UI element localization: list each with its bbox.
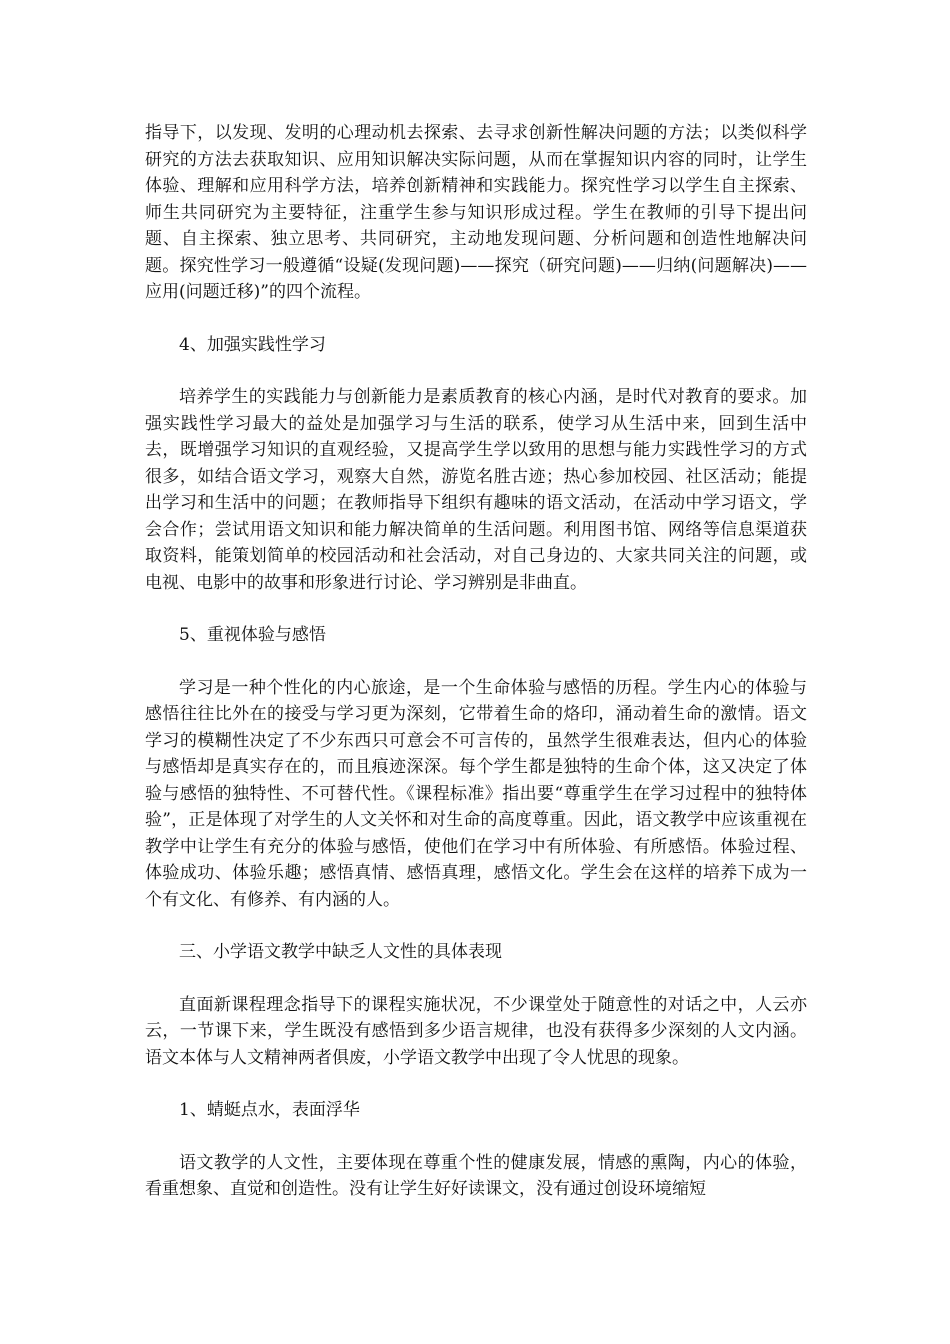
paragraph-section-three: 直面新课程理念指导下的课程实施状况，不少课堂处于随意性的对话之中，人云亦云，一节课下来，学生既没有感悟到多少语言规律，也没有获得多少深刻的人文内涵。语文本体与人文精神两者俱废，小学语文教学中出现了令人忧思的现象。: [145, 994, 807, 1068]
heading-section-three: 三、小学语文教学中缺乏人文性的具体表现: [179, 942, 502, 962]
heading-superficial: 1、蜻蜓点水，表面浮华: [179, 1100, 360, 1120]
paragraph-gap: [145, 649, 807, 675]
document-page: [145, 120, 807, 1203]
heading-experience-insight: 5、重视体验与感悟: [179, 625, 326, 645]
paragraph-gap: [145, 913, 807, 939]
paragraph-gap: [145, 1124, 807, 1150]
paragraph-gap: [145, 966, 807, 992]
paragraph-practice-learning: 培养学生的实践能力与创新能力是素质教育的核心内涵，是时代对教育的要求。加强实践性学习最大的益处是加强学习与生活的联系，使学习从生活中来，回到生活中去，既增强学习知识的直观经验，又提高学生学以致用的思想与能力实践性学习的方式很多，如结合语文学习，观察大自然，游览名胜古迹；热心参加校园、社区活动；能提出学习和生活中的问题；在教师指导下组织有趣味的语文活动，在活动中学习语文，学会合作；尝试用语文知识和能力解决简单的生活问题。利用图书馆、网络等信息渠道获取资料，能策划简单的校园活动和社会活动，对自己身边的、大家共同关注的问题，或电视、电影中的故事和形象进行讨论、学习辨别是非曲直。: [145, 387, 807, 593]
paragraph-inquiry-learning: 指导下，以发现、发明的心理动机去探索、去寻求创新性解决问题的方法；以类似科学研究的方法去获取知识、应用知识解决实际问题，从而在掌握知识内容的同时，让学生体验、理解和应用科学方法，培养创新精神和实践能力。探究性学习以学生自主探索、师生共同研究为主要特征，注重学生参与知识形成过程。学生在教师的引导下提出问题、自主探索、独立思考、共同研究，主动地发现问题、分析问题和创造性地解决问题。探究性学习一般遵循“设疑(发现问题)——探究（研究问题)——归纳(问题解决)——应用(问题迁移)”的四个流程。: [145, 123, 807, 302]
heading-practice-learning: 4、加强实践性学习: [179, 334, 326, 355]
paragraph-gap: [145, 1071, 807, 1097]
paragraph-gap: [145, 596, 807, 622]
paragraph-gap: [145, 306, 807, 332]
paragraph-superficial: 语文教学的人文性，主要体现在尊重个性的健康发展，情感的熏陶，内心的体验，看重想象、直觉和创造性。没有让学生好好读课文，没有通过创设环境缩短: [145, 1152, 807, 1199]
paragraph-gap: [145, 358, 807, 384]
paragraph-experience-insight: 学习是一种个性化的内心旅途，是一个生命体验与感悟的历程。学生内心的体验与感悟往往比外在的接受与学习更为深刻，它带着生命的烙印，涌动着生命的激情。语文学习的模糊性决定了不少东西只可意会不可言传的，虽然学生很难表达，但内心的体验与感悟却是真实存在的，而且痕迹深深。每个学生都是独特的生命个体，这又决定了体验与感悟的独特性、不可替代性。《课程标准》指出要“尊重学生在学习过程中的独特体验”，正是体现了对学生的人文关怀和对生命的高度尊重。因此，语文教学中应该重视在教学中让学生有充分的体验与感悟，使他们在学习中有所体验、有所感悟。体验过程、体验成功、体验乐趣；感悟真情、感悟真理，感悟文化。学生会在这样的培养下成为一个有文化、有修养、有内涵的人。: [145, 677, 807, 910]
